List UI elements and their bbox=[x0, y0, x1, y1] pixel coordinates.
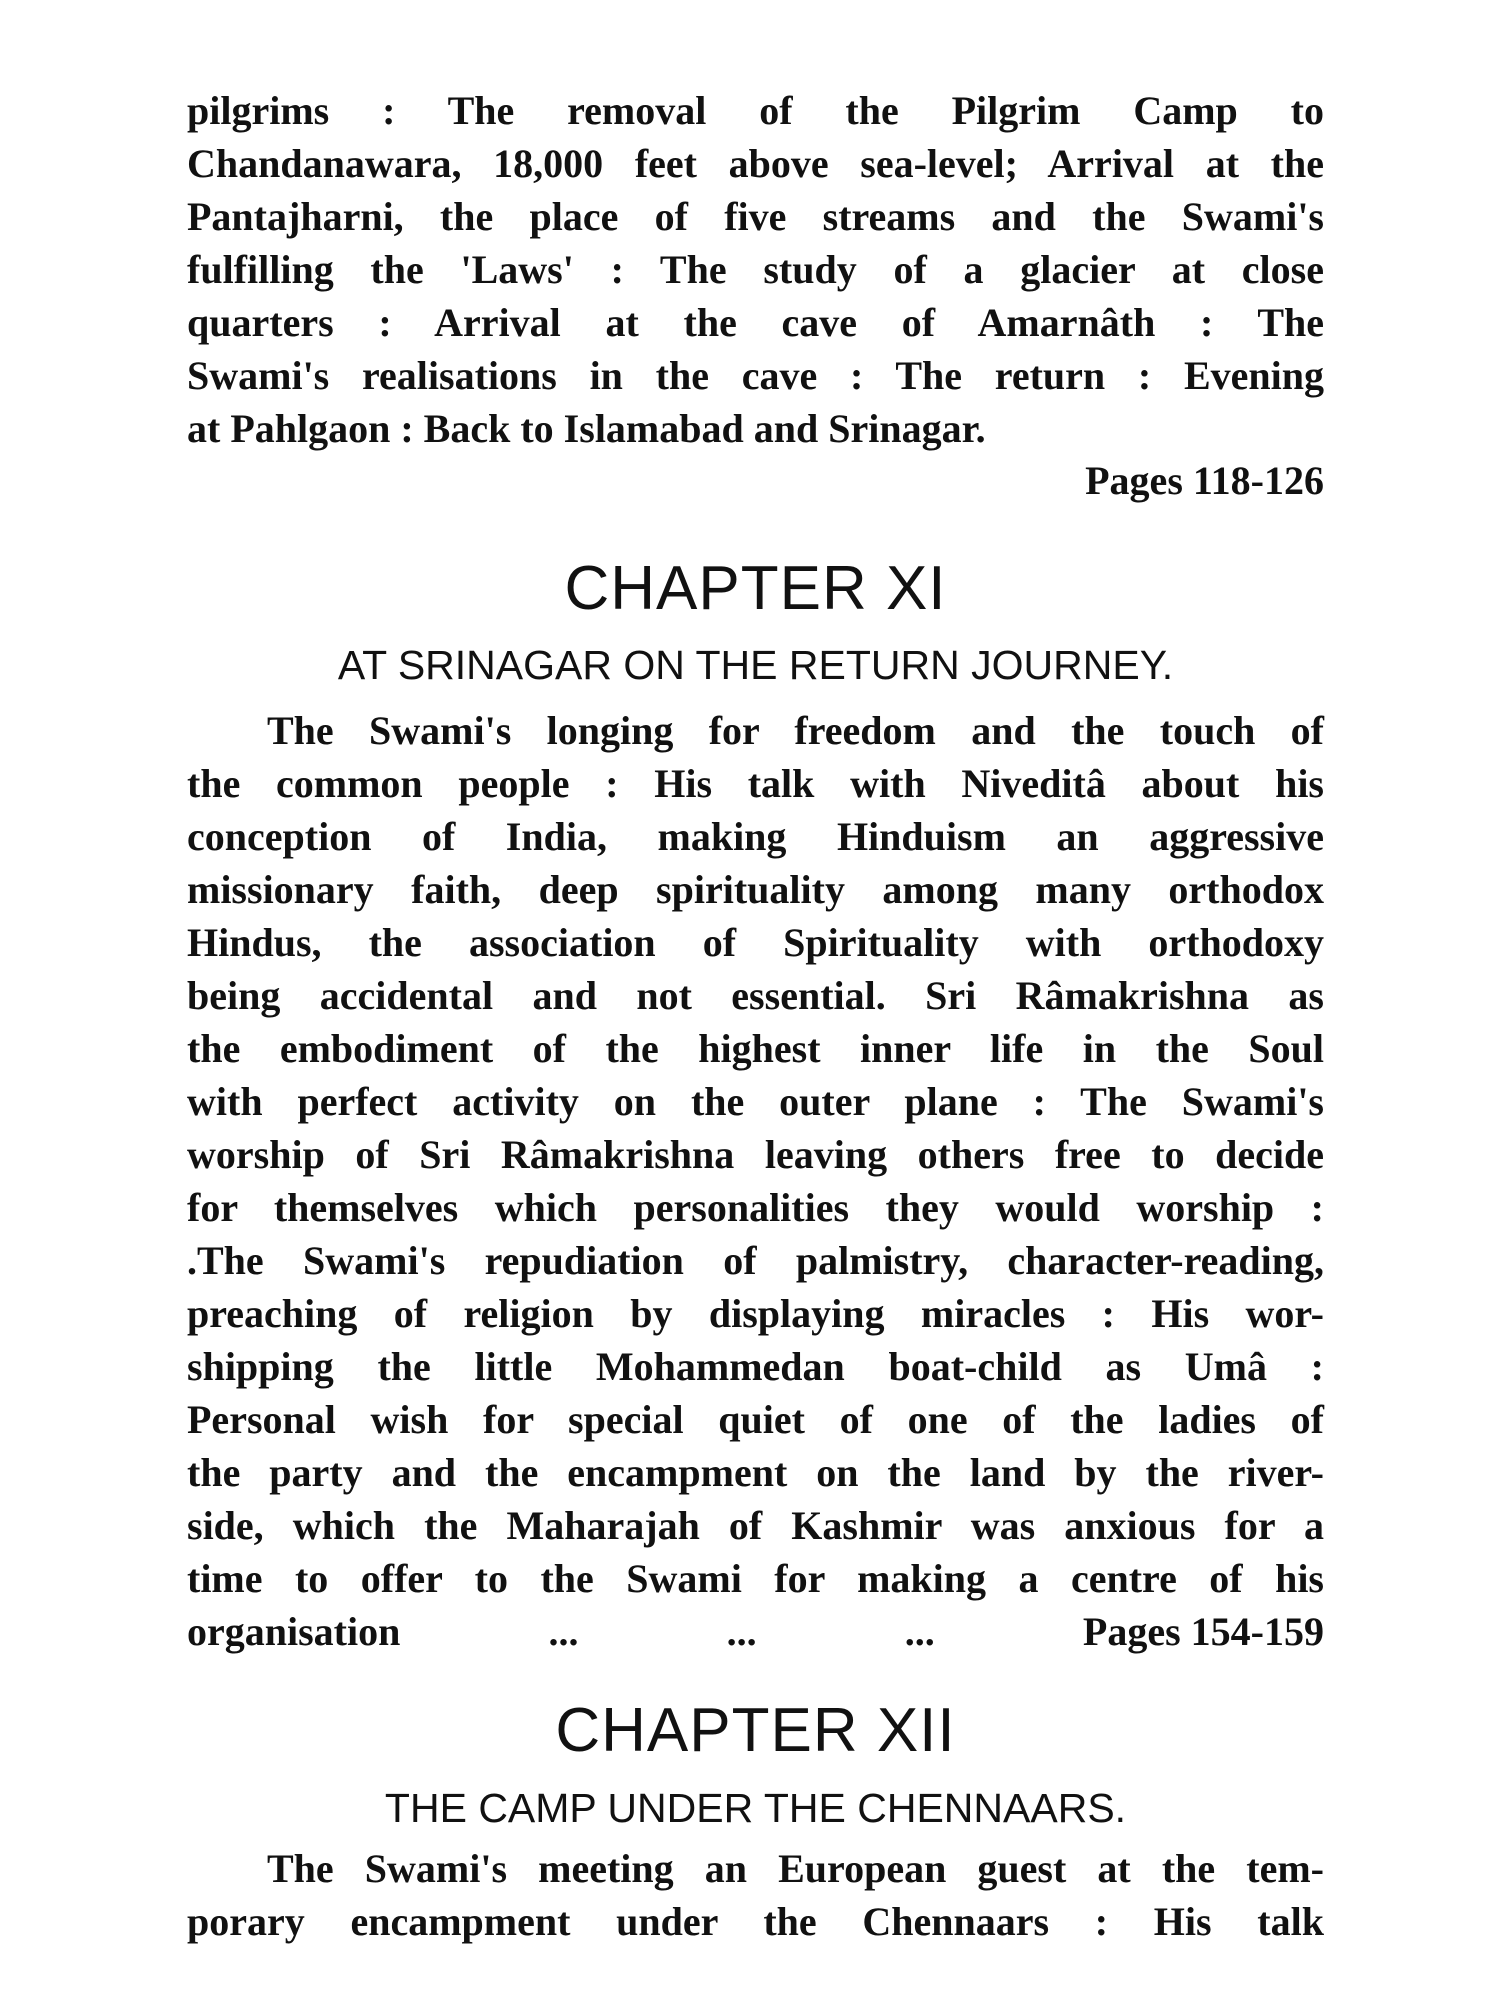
text-line: being accidental and not essential. Sri Râmakrishna as bbox=[187, 973, 1324, 1018]
text-line: with perfect activity on the outer plane : The Swami's bbox=[187, 1079, 1324, 1124]
text-line: Personal wish for special quiet of one of the ladies of bbox=[187, 1397, 1324, 1442]
leader-dots: ... bbox=[904, 1609, 935, 1654]
continued-contents-paragraph bbox=[187, 84, 1324, 455]
chapter-title: CHAPTER XII bbox=[555, 1696, 956, 1765]
leader-dots: ... bbox=[726, 1609, 757, 1654]
text-line: The Swami's longing for freedom and the touch of bbox=[267, 708, 1324, 753]
text-line: Pantajharni, the place of five streams and the Swami's bbox=[187, 194, 1324, 239]
pages-reference: Pages 118-126 bbox=[1085, 458, 1324, 503]
text-line: porary encampment under the Chennaars : His talk bbox=[187, 1899, 1324, 1944]
chapter-subtitle: THE CAMP UNDER THE CHENNAARS. bbox=[384, 1785, 1127, 1831]
final-line-with-pages bbox=[187, 1605, 1324, 1658]
chapter-summary-paragraph bbox=[187, 1842, 1324, 1948]
text-line: time to offer to the Swami for making a centre of his bbox=[187, 1556, 1324, 1601]
text-line: missionary faith, deep spirituality among many orthodox bbox=[187, 867, 1324, 912]
chapter-subtitle: AT SRINAGAR ON THE RETURN JOURNEY. bbox=[337, 642, 1174, 688]
leader-dots: ... bbox=[548, 1609, 579, 1654]
chapter-title: CHAPTER XI bbox=[564, 554, 947, 623]
text-line: Hindus, the association of Spirituality with orthodoxy bbox=[187, 920, 1324, 965]
text-line: shipping the little Mohammedan boat-child as Umâ : bbox=[187, 1344, 1324, 1389]
text-line: fulfilling the 'Laws' : The study of a glacier at close bbox=[187, 247, 1324, 292]
text-line: the common people : His talk with Niveditâ about his bbox=[187, 761, 1324, 806]
text-line: The Swami's meeting an European guest at the tem- bbox=[267, 1846, 1324, 1891]
text-line: the embodiment of the highest inner life in the Soul bbox=[187, 1026, 1324, 1071]
text-line: Swami's realisations in the cave : The return : Evening bbox=[187, 353, 1324, 398]
text-line: quarters : Arrival at the cave of Amarnâth : The bbox=[187, 300, 1324, 345]
text-line: .The Swami's repudiation of palmistry, character-reading, bbox=[187, 1238, 1324, 1283]
chapter-summary-paragraph bbox=[187, 704, 1324, 1658]
text-line: Chandanawara, 18,000 feet above sea-level; Arrival at the bbox=[187, 141, 1324, 186]
text-line: the party and the encampment on the land by the river- bbox=[187, 1450, 1324, 1495]
text-line: for themselves which personalities they would worship : bbox=[187, 1185, 1324, 1230]
text-line: at Pahlgaon : Back to Islamabad and Srinagar. bbox=[187, 406, 986, 451]
text-line: conception of India, making Hinduism an aggressive bbox=[187, 814, 1324, 859]
pages-reference: Pages 154-159 bbox=[1082, 1609, 1324, 1654]
text-line: side, which the Maharajah of Kashmir was anxious for a bbox=[187, 1503, 1324, 1548]
text-line: pilgrims : The removal of the Pilgrim Camp to bbox=[187, 88, 1324, 133]
final-word: organisation bbox=[187, 1609, 401, 1654]
text-line: worship of Sri Râmakrishna leaving others free to decide bbox=[187, 1132, 1324, 1177]
text-line: preaching of religion by displaying miracles : His wor- bbox=[187, 1291, 1324, 1336]
